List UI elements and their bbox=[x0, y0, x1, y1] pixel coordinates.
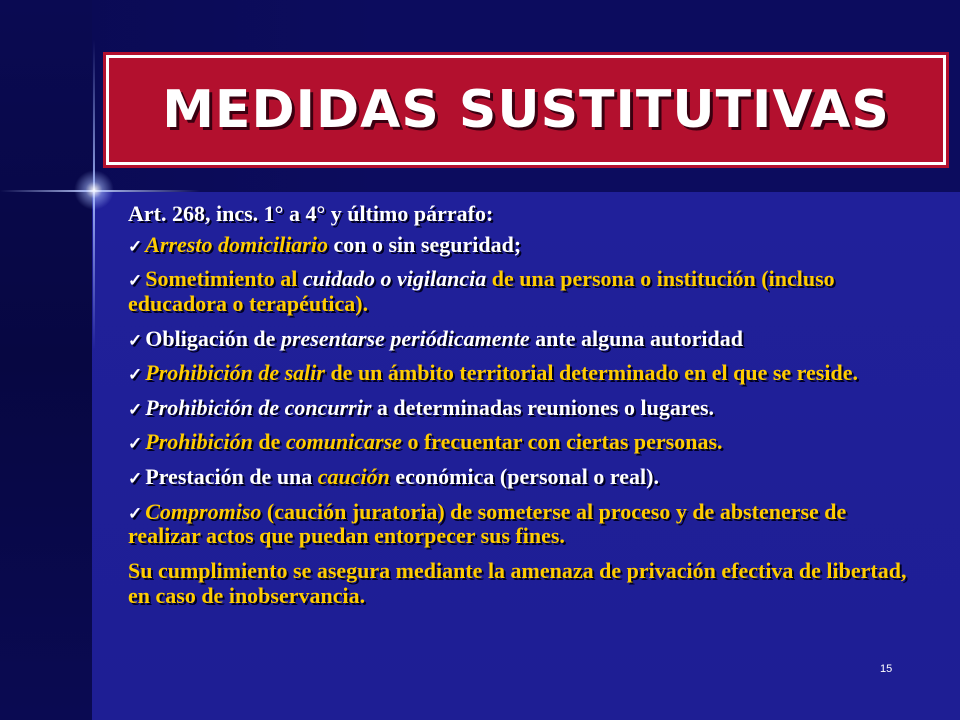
checkmark-icon: ✓ bbox=[128, 434, 143, 454]
checkmark-icon: ✓ bbox=[128, 271, 143, 291]
title-box bbox=[106, 55, 946, 165]
list-item-prohibicion-concurrir: ✓ Prohibición de concurrir a determinadas reuniones o lugares. bbox=[128, 394, 715, 420]
closing-statement: Su cumplimiento se asegura mediante la amenaza de privación efectiva de libertad, en caso de inobservancia. bbox=[128, 557, 907, 608]
checkmark-icon: ✓ bbox=[128, 399, 143, 419]
list-item-prohibicion-comunicarse: ✓ Prohibición de comunicarse o frecuentar con ciertas personas. bbox=[128, 429, 723, 455]
checkmark-icon: ✓ bbox=[128, 236, 143, 256]
page-number: 15 bbox=[880, 663, 893, 675]
checkmark-icon: ✓ bbox=[128, 469, 143, 488]
slide-title: MEDIDAS SUSTITUTIVAS bbox=[162, 80, 890, 140]
list-item-arresto: ✓ Arresto domiciliario con o sin seguridad; bbox=[128, 231, 522, 257]
list-item-prohibicion-salir: ✓ Prohibición de salir de un ámbito territorial determinado en el que se reside. bbox=[128, 360, 858, 386]
article-reference: Art. 268, incs. 1° a 4° y último párrafo: bbox=[128, 201, 494, 226]
checkmark-icon: ✓ bbox=[128, 365, 143, 385]
list-item-obligacion: ✓ Obligación de presentarse periódicamente ante alguna autoridad bbox=[128, 325, 743, 351]
list-item-sometimiento: ✓ Sometimiento al cuidado o vigilancia de una persona o institución (incluso educadora o terapéutica). bbox=[128, 266, 835, 316]
list-item-compromiso: ✓ Compromiso (caución juratoria) de someterse al proceso y de abstenerse de realizar actos que puedan entorpecer sus fines. bbox=[128, 498, 847, 549]
background-left-band bbox=[0, 0, 92, 720]
checkmark-icon: ✓ bbox=[128, 503, 143, 523]
slide-body bbox=[128, 202, 914, 608]
list-item-prestacion-caucion: ✓ Prestación de una caución económica (personal o real). bbox=[128, 464, 659, 489]
lens-flare-star-icon bbox=[74, 170, 114, 210]
checkmark-icon: ✓ bbox=[128, 330, 143, 350]
